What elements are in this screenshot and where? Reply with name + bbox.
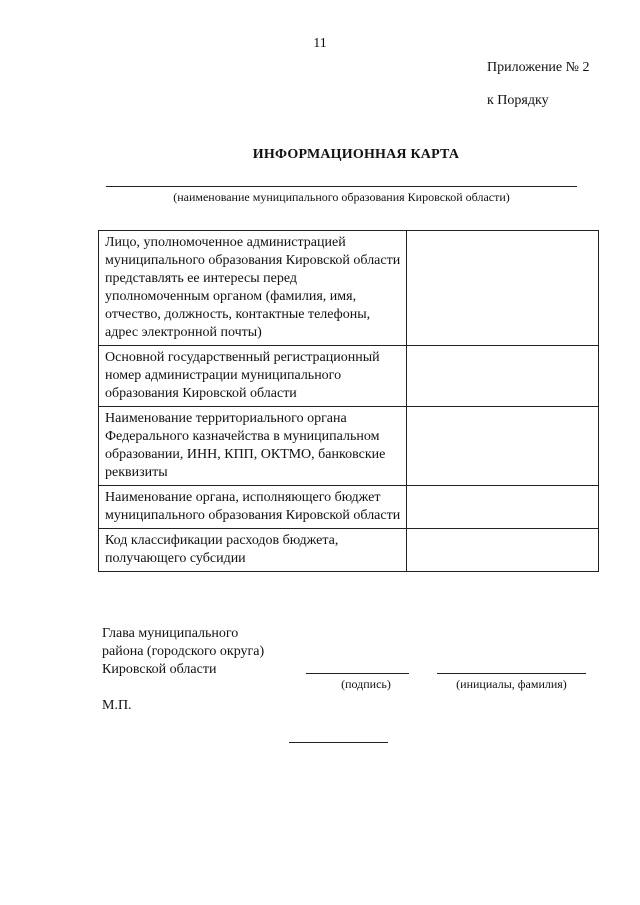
- signature-caption: (подпись): [341, 677, 391, 691]
- row-value-cell[interactable]: [407, 346, 599, 407]
- table-row: [99, 231, 599, 346]
- row-value-cell[interactable]: [407, 486, 599, 529]
- signer-line-1: Глава муниципального: [102, 626, 239, 641]
- row-value-cell[interactable]: [407, 529, 599, 572]
- municipality-name-line: [106, 186, 577, 187]
- municipality-name-caption: (наименование муниципального образования Кировской области): [173, 190, 510, 204]
- row-label: Наименование органа, исполняющего бюджет муниципального образования Кировской области: [99, 486, 407, 529]
- row-label: Основной государственный регистрационный номер администрации муниципального образования Кировской области: [99, 346, 407, 407]
- stamp-label: М.П.: [102, 698, 132, 713]
- signer-title: [102, 625, 264, 679]
- table-row: [99, 529, 599, 572]
- row-label: Наименование территориального органа Федерального казначейства в муниципальном образовании, ИНН, КПП, ОКТМО, банковские реквизиты: [99, 407, 407, 486]
- row-value-cell[interactable]: [407, 231, 599, 346]
- table-row: [99, 407, 599, 486]
- table-row: [99, 346, 599, 407]
- row-value-cell[interactable]: [407, 407, 599, 486]
- table-row: [99, 486, 599, 529]
- row-label: Код классификации расходов бюджета, получающего субсидии: [99, 529, 407, 572]
- signer-line-3: Кировской области: [102, 662, 217, 677]
- document-title: ИНФОРМАЦИОННАЯ КАРТА: [252, 147, 460, 162]
- order-reference: к Порядку: [487, 93, 549, 108]
- end-divider: [289, 742, 388, 743]
- info-card-table: [98, 230, 599, 572]
- appendix-label: Приложение № 2: [487, 60, 590, 75]
- row-label: Лицо, уполномоченное администрацией муниципального образования Кировской области представлять ее интересы перед уполномоченным органом (фамилия, имя, отчество, должность, контактные телефоны, адрес электронной почты): [99, 231, 407, 346]
- initials-caption: (инициалы, фамилия): [456, 677, 567, 691]
- signature-line[interactable]: [306, 673, 409, 674]
- page-number: 11: [313, 36, 327, 51]
- signer-line-2: района (городского округа): [102, 644, 265, 659]
- initials-line[interactable]: [437, 673, 586, 674]
